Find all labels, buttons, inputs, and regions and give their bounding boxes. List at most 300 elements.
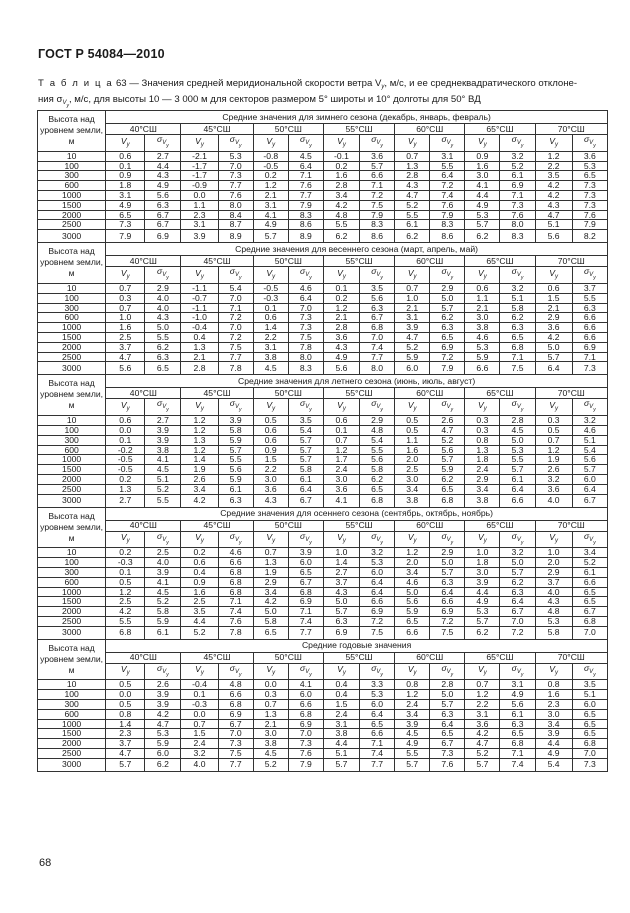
symbol-sigma-sub-y: y	[380, 407, 383, 414]
value-cell: 2.4	[323, 709, 359, 719]
season-title-row	[38, 639, 608, 652]
value-cell: -0.1	[323, 151, 359, 161]
value-cell: 5.9	[218, 435, 253, 445]
symbol-sigma-sub	[234, 668, 242, 678]
value-cell: 6.2	[500, 313, 535, 323]
value-cell: 1.2	[323, 303, 359, 313]
value-cell: 5.7	[430, 455, 465, 465]
value-cell: 4.6	[572, 425, 607, 435]
value-cell: 6.2	[430, 474, 465, 484]
latitude-header: 45°СШ	[181, 520, 253, 531]
value-cell: 4.4	[323, 739, 359, 749]
value-cell: 2.9	[145, 283, 181, 293]
symbol-sigma-sub-v: V	[589, 140, 594, 146]
value-cell: 1.6	[323, 171, 359, 181]
season-title: Средние годовые значения	[106, 639, 608, 652]
value-cell: 7.2	[500, 626, 535, 639]
latitude-row	[38, 388, 608, 399]
value-cell: 4.3	[535, 200, 572, 210]
value-cell: 6.0	[288, 690, 323, 700]
value-cell: 5.4	[360, 435, 395, 445]
value-cell: 0.6	[181, 558, 218, 568]
symbol-sigma	[500, 135, 535, 152]
latitude-header: 45°СШ	[181, 388, 253, 399]
value-cell: 6.8	[218, 700, 253, 710]
symbol-sigma	[218, 267, 253, 284]
value-cell: 6.8	[572, 739, 607, 749]
value-cell: 4.7	[430, 425, 465, 435]
value-cell: 6.8	[288, 587, 323, 597]
value-cell: 2.0	[395, 455, 430, 465]
symbol-sigma-sub-y: y	[166, 407, 169, 414]
value-cell: 5.7	[465, 220, 500, 230]
value-cell: 2.9	[253, 577, 288, 587]
table-row	[38, 220, 608, 230]
height-cell: 100	[38, 293, 106, 303]
symbol-v-char: V	[195, 532, 201, 543]
value-cell: 5.7	[465, 758, 500, 771]
latitude-header: 55°СШ	[323, 256, 394, 267]
symbol-sigma	[288, 135, 323, 152]
symbol-sigma-char: σ	[157, 531, 163, 541]
value-cell: 8.3	[360, 220, 395, 230]
symbol-sigma-sub	[589, 140, 596, 149]
height-cell: 100	[38, 425, 106, 435]
value-cell: 3.9	[395, 323, 430, 333]
symbol-sigma	[572, 267, 607, 284]
value-cell: 5.7	[430, 700, 465, 710]
value-cell: 6.3	[218, 494, 253, 507]
value-cell: 3.5	[288, 416, 323, 426]
value-cell: 4.6	[465, 332, 500, 342]
value-cell: 5.6	[500, 700, 535, 710]
symbol-v-char: V	[407, 267, 414, 278]
value-cell: 6.9	[288, 597, 323, 607]
symbol-sigma	[145, 663, 181, 680]
symbol-sigma-sub-y: y	[380, 671, 383, 678]
value-cell: 3.1	[253, 342, 288, 352]
height-cell: 2000	[38, 739, 106, 749]
latitude-header: 40°СШ	[106, 652, 181, 663]
value-cell: 5.7	[360, 161, 395, 171]
value-cell: 6.1	[500, 171, 535, 181]
value-cell: 6.4	[430, 587, 465, 597]
value-cell: 5.2	[253, 758, 288, 771]
table-row	[38, 362, 608, 375]
symbol-v-char: V	[120, 399, 127, 410]
height-header: Высота над уровнем земли, м	[38, 243, 106, 284]
latitude-header: 50°СШ	[253, 256, 323, 267]
value-cell: 6.5	[360, 719, 395, 729]
symbol-v	[535, 663, 572, 680]
value-cell: 2.4	[395, 700, 430, 710]
symbol-v-sub: y	[554, 538, 558, 545]
table-row	[38, 700, 608, 710]
value-cell: 2.1	[535, 303, 572, 313]
value-cell: 3.8	[395, 494, 430, 507]
value-cell: 0.1	[323, 283, 359, 293]
value-cell: 3.0	[323, 474, 359, 484]
value-cell: 7.6	[218, 616, 253, 626]
season-title: Средние значения для зимнего сезона (декабрь, январь, февраль)	[106, 111, 608, 124]
symbol-v-sub: y	[272, 273, 276, 280]
value-cell: 7.1	[500, 352, 535, 362]
value-cell: 6.1	[218, 484, 253, 494]
value-cell: 3.0	[535, 709, 572, 719]
value-cell: 2.9	[535, 313, 572, 323]
value-cell: 6.5	[572, 719, 607, 729]
value-cell: 2.5	[106, 597, 145, 607]
value-cell: 2.0	[395, 558, 430, 568]
symbol-sigma-sub-y: y	[450, 539, 454, 546]
value-cell: 6.4	[360, 577, 395, 587]
value-cell: 6.8	[500, 342, 535, 352]
symbol-sigma	[145, 135, 181, 152]
value-cell: 0.3	[465, 416, 500, 426]
value-cell: 0.5	[106, 577, 145, 587]
value-cell: 5.9	[145, 739, 181, 749]
symbol-sigma-sub-v: V	[305, 404, 310, 411]
value-cell: 6.8	[360, 494, 395, 507]
value-cell: 5.9	[218, 474, 253, 484]
value-cell: 3.1	[465, 709, 500, 719]
table-row	[38, 577, 608, 587]
symbol-sigma-sub-v: V	[446, 140, 451, 146]
value-cell: 6.7	[430, 739, 465, 749]
symbol-sigma-char: σ	[441, 134, 447, 144]
symbol-sigma-sub-v: V	[446, 272, 451, 279]
value-cell: 2.2	[253, 332, 288, 342]
wind-speed-table	[37, 110, 608, 772]
value-cell: 8.0	[218, 200, 253, 210]
value-cell: 6.6	[360, 171, 395, 181]
value-cell: 5.7	[106, 758, 145, 771]
symbol-v	[106, 267, 145, 284]
symbol-v	[106, 663, 145, 680]
value-cell: 3.6	[535, 484, 572, 494]
value-cell: 5.7	[323, 607, 359, 617]
latitude-header: 65°СШ	[465, 256, 535, 267]
value-cell: 5.2	[395, 200, 430, 210]
value-cell: 7.1	[288, 607, 323, 617]
value-cell: 5.5	[572, 293, 607, 303]
symbol-sigma-sub	[376, 404, 383, 414]
value-cell: 0.7	[395, 151, 430, 161]
symbol-v-char: V	[337, 532, 343, 543]
value-cell: 5.7	[288, 445, 323, 455]
symbol-sigma-sub-y: y	[520, 539, 524, 546]
height-cell: 3000	[38, 758, 106, 771]
value-cell: 7.3	[218, 739, 253, 749]
value-cell: 0.5	[535, 425, 572, 435]
value-cell: 8.7	[218, 220, 253, 230]
symbol-v	[106, 531, 145, 548]
value-cell: 4.9	[395, 739, 430, 749]
symbol-sigma-sub-y: y	[238, 143, 242, 149]
value-cell: 1.9	[535, 455, 572, 465]
value-cell: -1.1	[181, 283, 218, 293]
value-cell: 8.6	[288, 220, 323, 230]
symbol-v	[395, 531, 430, 548]
symbol-v-sub: y	[413, 538, 417, 545]
symbol-sigma-sub-y: y	[238, 407, 242, 414]
value-cell: 6.5	[430, 729, 465, 739]
season-title: Средние значения для летнего сезона (июнь, июль, август)	[106, 375, 608, 388]
symbol-sigma-char: σ	[441, 531, 447, 541]
value-cell: 2.8	[395, 171, 430, 181]
symbol-sigma-sub	[589, 404, 596, 414]
value-cell: 8.6	[360, 230, 395, 243]
table-row	[38, 626, 608, 639]
symbol-sigma	[360, 267, 395, 284]
symbol-sigma-sub	[162, 404, 169, 414]
table-row	[38, 616, 608, 626]
value-cell: 2.0	[535, 558, 572, 568]
value-cell: 7.6	[572, 210, 607, 220]
symbol-v	[323, 663, 359, 680]
table-row	[38, 729, 608, 739]
symbol-v-char: V	[120, 267, 127, 278]
height-cell: 1500	[38, 332, 106, 342]
value-cell: 4.2	[106, 607, 145, 617]
value-cell: 4.3	[395, 181, 430, 191]
value-cell: 0.5	[253, 416, 288, 426]
symbol-v	[253, 399, 288, 416]
symbol-v	[535, 135, 572, 152]
symbol-v-sub: y	[200, 273, 204, 280]
value-cell: 6.0	[572, 474, 607, 484]
value-cell: 6.9	[218, 709, 253, 719]
value-cell: 0.2	[106, 474, 145, 484]
value-cell: 7.1	[500, 749, 535, 759]
value-cell: 3.6	[360, 151, 395, 161]
value-cell: 3.9	[181, 230, 218, 243]
latitude-row	[38, 520, 608, 531]
value-cell: 4.3	[253, 494, 288, 507]
value-cell: -0.9	[181, 181, 218, 191]
symbol-v	[323, 399, 359, 416]
value-cell: 0.8	[535, 680, 572, 690]
value-cell: 1.1	[465, 293, 500, 303]
value-cell: 2.3	[181, 210, 218, 220]
symbol-v-sub: y	[126, 405, 130, 412]
value-cell: 3.4	[535, 719, 572, 729]
table-row	[38, 342, 608, 352]
value-cell: 5.9	[430, 465, 465, 475]
symbol-v-sub: y	[272, 538, 276, 545]
value-cell: 4.5	[145, 465, 181, 475]
value-cell: 8.9	[218, 230, 253, 243]
value-cell: 6.6	[360, 597, 395, 607]
value-cell: 4.7	[395, 190, 430, 200]
table-row	[38, 455, 608, 465]
value-cell: 0.1	[106, 567, 145, 577]
value-cell: 2.2	[465, 700, 500, 710]
value-cell: 1.3	[181, 435, 218, 445]
height-cell: 1000	[38, 719, 106, 729]
value-cell: 5.0	[395, 587, 430, 597]
latitude-header: 40°СШ	[106, 520, 181, 531]
value-cell: 5.0	[500, 435, 535, 445]
value-cell: 2.5	[395, 465, 430, 475]
value-cell: 1.6	[106, 323, 145, 333]
value-cell: 4.4	[465, 190, 500, 200]
table-row	[38, 607, 608, 617]
value-cell: 3.2	[500, 283, 535, 293]
symbol-v	[106, 399, 145, 416]
symbol-v-char: V	[407, 532, 414, 543]
value-cell: 5.5	[430, 161, 465, 171]
value-cell: 7.2	[430, 181, 465, 191]
value-cell: 7.5	[218, 342, 253, 352]
value-cell: 4.3	[145, 313, 181, 323]
symbol-sigma-sub-y: y	[593, 275, 596, 282]
value-cell: 5.7	[535, 352, 572, 362]
value-cell: 0.8	[106, 709, 145, 719]
value-cell: 6.4	[500, 597, 535, 607]
symbol-v-sub: y	[200, 538, 204, 545]
symbol-sigma-char: σ	[583, 266, 590, 277]
value-cell: 0.4	[323, 680, 359, 690]
value-cell: 4.7	[145, 719, 181, 729]
value-cell: 8.0	[360, 362, 395, 375]
height-cell: 600	[38, 445, 106, 455]
value-cell: 3.8	[465, 494, 500, 507]
table-row	[38, 293, 608, 303]
value-cell: 0.9	[465, 151, 500, 161]
value-cell: 5.9	[465, 352, 500, 362]
value-cell: 2.9	[430, 283, 465, 293]
value-cell: 7.1	[360, 739, 395, 749]
value-cell: 6.2	[395, 230, 430, 243]
value-cell: 4.5	[253, 749, 288, 759]
value-cell: 6.1	[500, 709, 535, 719]
symbol-v-sub: y	[272, 405, 276, 412]
symbol-sigma-char: σ	[371, 266, 377, 277]
value-cell: 5.0	[430, 690, 465, 700]
value-cell: 1.9	[181, 465, 218, 475]
value-cell: 4.3	[535, 597, 572, 607]
symbol-v	[253, 135, 288, 152]
symbol-v	[253, 531, 288, 548]
value-cell: 7.7	[218, 758, 253, 771]
symbol-v-sub: y	[126, 141, 130, 148]
symbol-sigma	[572, 663, 607, 680]
value-cell: 4.7	[465, 739, 500, 749]
symbol-sigma-char: σ	[371, 398, 377, 409]
symbol-v-char: V	[195, 399, 201, 410]
value-cell: 5.1	[500, 293, 535, 303]
value-cell: 3.0	[465, 567, 500, 577]
symbol-sigma	[288, 399, 323, 416]
value-cell: 7.0	[572, 626, 607, 639]
value-cell: 0.4	[181, 567, 218, 577]
symbol-v	[253, 267, 288, 284]
value-cell: 8.6	[430, 230, 465, 243]
symbol-row	[38, 267, 608, 284]
symbol-sigma	[430, 267, 465, 284]
table-row	[38, 200, 608, 210]
symbol-v-char: V	[266, 267, 273, 278]
value-cell: 2.9	[430, 548, 465, 558]
value-cell: 3.4	[181, 484, 218, 494]
value-cell: 7.5	[500, 362, 535, 375]
symbol-v-char: V	[120, 135, 127, 146]
height-cell: 3000	[38, 230, 106, 243]
value-cell: 7.4	[218, 607, 253, 617]
value-cell: 0.1	[323, 425, 359, 435]
value-cell: 2.1	[181, 352, 218, 362]
latitude-header: 60°СШ	[395, 388, 465, 399]
symbol-sigma	[218, 399, 253, 416]
value-cell: 3.2	[500, 151, 535, 161]
value-cell: 3.9	[288, 548, 323, 558]
symbol-sigma	[360, 531, 395, 548]
value-cell: 3.4	[395, 567, 430, 577]
value-cell: 6.3	[500, 323, 535, 333]
value-cell: 6.9	[323, 626, 359, 639]
height-cell: 2500	[38, 616, 106, 626]
value-cell: 7.6	[218, 190, 253, 200]
value-cell: 1.3	[106, 484, 145, 494]
height-cell: 10	[38, 151, 106, 161]
symbol-sigma-sub-v: V	[446, 404, 451, 411]
value-cell: 4.3	[323, 342, 359, 352]
value-cell: 3.8	[253, 739, 288, 749]
value-cell: 3.1	[395, 313, 430, 323]
value-cell: 3.7	[323, 577, 359, 587]
symbol-sigma-char: σ	[229, 134, 235, 144]
symbol-sigma-sub-y: y	[309, 275, 312, 282]
value-cell: 2.1	[323, 313, 359, 323]
value-cell: 5.0	[430, 293, 465, 303]
value-cell: 5.3	[572, 161, 607, 171]
symbol-v-sub: y	[413, 141, 417, 148]
value-cell: 5.2	[572, 558, 607, 568]
symbol-sigma-sub-y: y	[166, 539, 169, 546]
value-cell: 0.7	[395, 283, 430, 293]
value-cell: 6.8	[430, 494, 465, 507]
symbol-sigma-char: σ	[441, 398, 447, 409]
latitude-header: 60°СШ	[395, 256, 465, 267]
value-cell: 2.9	[465, 474, 500, 484]
height-cell: 2000	[38, 342, 106, 352]
value-cell: 6.5	[145, 362, 181, 375]
value-cell: 5.7	[288, 435, 323, 445]
symbol-v	[323, 135, 359, 152]
value-cell: 1.3	[253, 558, 288, 568]
value-cell: 5.8	[145, 607, 181, 617]
symbol-sigma-char: σ	[511, 266, 517, 277]
value-cell: 5.3	[218, 151, 253, 161]
symbol-v	[181, 135, 218, 152]
height-cell: 100	[38, 161, 106, 171]
symbol-sigma-sub-y: y	[593, 143, 596, 149]
value-cell: 7.3	[106, 220, 145, 230]
symbol-sigma-char: σ	[583, 663, 590, 673]
latitude-row	[38, 124, 608, 135]
value-cell: 3.1	[323, 719, 359, 729]
value-cell: 6.6	[430, 597, 465, 607]
value-cell: 0.7	[253, 700, 288, 710]
latitude-header: 40°СШ	[106, 124, 181, 135]
latitude-header: 45°СШ	[181, 652, 253, 663]
value-cell: 7.9	[572, 220, 607, 230]
symbol-sigma-sub	[446, 272, 454, 282]
value-cell: 4.0	[535, 587, 572, 597]
value-cell: 6.1	[145, 626, 181, 639]
value-cell: 0.6	[323, 416, 359, 426]
